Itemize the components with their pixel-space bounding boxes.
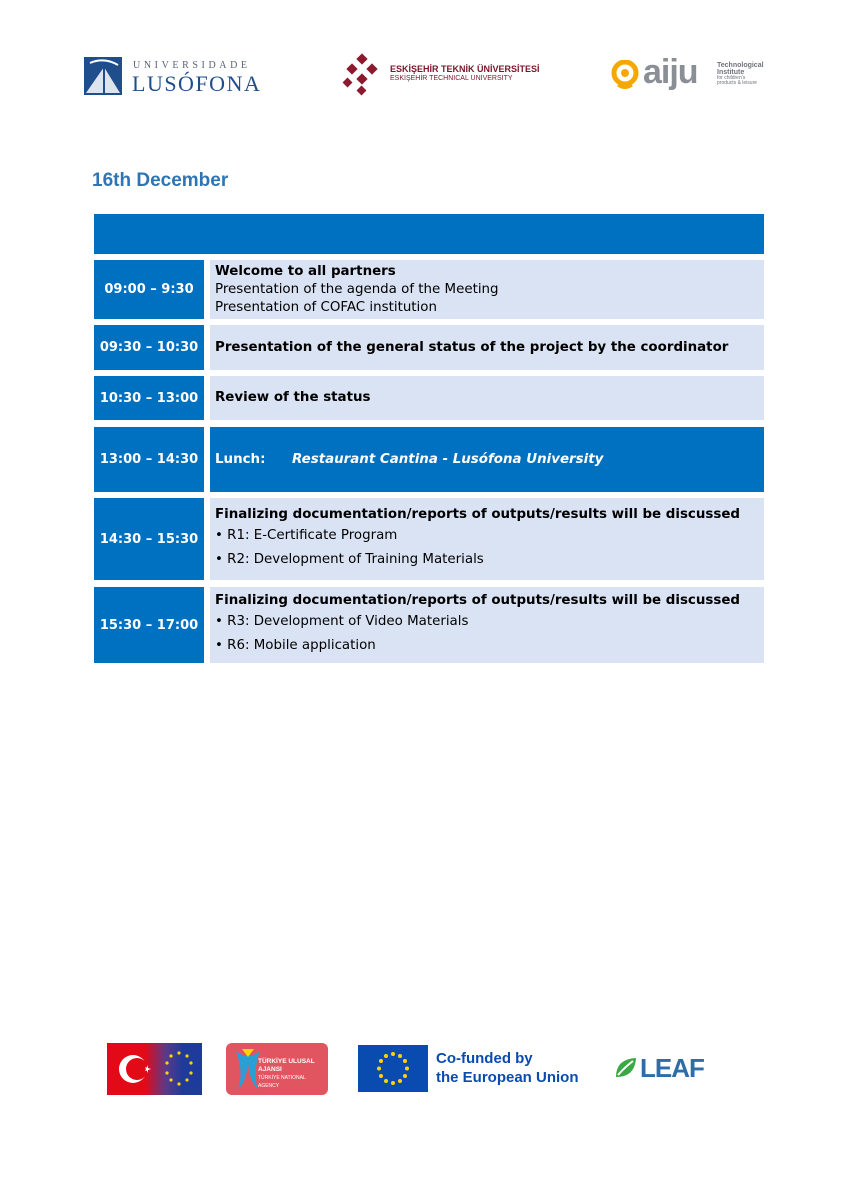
lunch-cell [210,427,764,492]
ulusal-ajans-text: TÜRKİYE ULUSAL AJANSI TÜRKİYE NATIONAL AGENCY [258,1058,315,1089]
agenda-cell [210,498,764,580]
leaf-logo-word: LEAF [640,1053,704,1083]
leaf-logo-icon [613,1055,639,1081]
agenda-title: Welcome to all partners [215,263,396,279]
lusofona-logo-subtitle: UNIVERSIDADE [133,60,251,71]
aiju-logo-word: aiju [643,53,698,91]
aiju-logo-icon [610,60,640,90]
agenda-cell [210,260,764,319]
time-cell: 14:30 – 15:30 [94,498,204,580]
schedule-header-band [94,214,764,254]
lunch-label: Lunch: [215,452,266,467]
agenda-bullet: • R3: Development of Video Materials [215,614,469,629]
time-cell: 15:30 – 17:00 [94,587,204,663]
agenda-title: Presentation of the general status of the project by the coordinator [215,339,729,355]
agenda-cell [210,376,764,420]
time-cell: 09:30 – 10:30 [94,325,204,370]
agenda-title: Review of the status [215,390,371,405]
time-cell: 09:00 – 9:30 [94,260,204,319]
eskisehir-logo-icon [340,53,384,97]
agenda-bullet: • R6: Mobile application [215,638,376,653]
page-title: 16th December [92,170,229,191]
agenda-title: Finalizing documentation/reports of outputs/results will be discussed [215,507,741,522]
time-cell: 10:30 – 13:00 [94,376,204,420]
agenda-cell [210,325,764,370]
agenda-title: Finalizing documentation/reports of outputs/results will be discussed [215,593,741,608]
aiju-logo-subtext: for children's products & leisure [717,75,758,86]
eu-cofunded-text: Co-funded by the European Union [436,1050,579,1086]
agenda-line: Presentation of COFAC institution [215,299,437,315]
time-cell: 13:00 – 14:30 [94,427,204,492]
agenda-bullet: • R1: E-Certificate Program [215,528,398,543]
agenda-cell [210,587,764,663]
lusofona-logo-title: LUSÓFONA [132,71,262,96]
lusofona-logo-icon [84,57,122,95]
lunch-place: Restaurant Cantina - Lusófona University [292,452,604,467]
eskisehir-logo-line2: ESKİŞEHİR TECHNICAL UNIVERSITY [390,75,513,82]
eskisehir-logo-line1: ESKİŞEHİR TEKNİK ÜNİVERSİTESİ [390,64,540,74]
agenda-bullet: • R2: Development of Training Materials [215,552,484,567]
agenda-line: Presentation of the agenda of the Meeting [215,281,499,297]
aiju-logo-text: Technological Institute [717,62,764,76]
turkey-eu-flag-icon [107,1043,202,1095]
eu-flag-icon [358,1045,428,1092]
